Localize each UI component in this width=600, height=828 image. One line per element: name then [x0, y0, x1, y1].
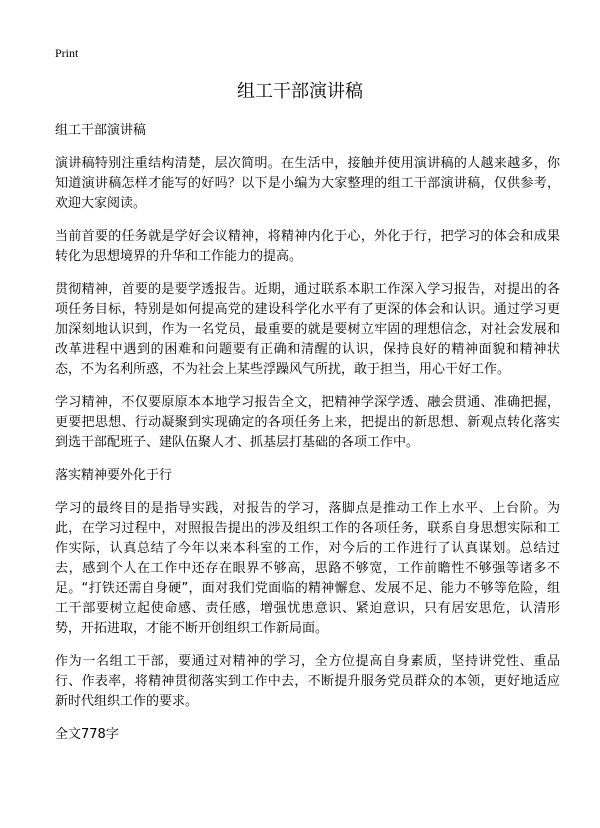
- document-body: [55, 121, 560, 758]
- document-title: 组工干部演讲稿: [237, 81, 363, 102]
- subtitle-heading: 组工干部演讲稿: [55, 123, 147, 138]
- body-paragraph: 贯彻精神，首要的是要学透报告。近期，通过联系本职工作深入学习报告，对提出的各项任务目标，特别是如何提高党的建设科学化水平有了更深的体会和认识。通过学习更加深刻地认识到，作为一名党员，最重要的就是要树立牢固的理想信念，对社会发展和改革进程中遇到的困难和问题要有正确和清醒的认识，保持良好的精神面貌和精神状态，不为名利所惑，不为社会上某些浮躁风气所扰，敢于担当，用心干好工作。: [55, 282, 560, 377]
- body-paragraph: 学习精神，不仅要原原本本地学习报告全文，把精神学深学透、融会贯通、准确把握，更要把思想、行动凝聚到实现确定的各项任务上来，把提出的新思想、新观点转化落实到选干部配班子、建队伍聚人才、抓基层打基础的各项工作中。: [55, 395, 560, 450]
- body-paragraph: 当前首要的任务就是学好会议精神，将精神内化于心，外化于行，把学习的体会和成果转化为思想境界的升华和工作能力的提高。: [55, 229, 560, 264]
- section-heading: 落实精神要外化于行: [55, 468, 173, 483]
- word-count: 全文778字: [55, 727, 119, 742]
- body-paragraph: 作为一名组工干部，要通过对精神的学习，全方位提高自身素质，坚持讲党性、重品行、作表率，将精神贯彻落实到工作中去，不断提升服务党员群众的本领，更好地适应新时代组织工作的要求。: [55, 654, 560, 709]
- print-link[interactable]: Print: [55, 46, 79, 60]
- body-paragraph: 学习的最终目的是指导实践，对报告的学习，落脚点是推动工作上水平、上台阶。为此，在学习过程中，对照报告提出的涉及组织工作的各项任务，联系自身思想实际和工作实际，认真总结了今年以来本科室的工作，对今后的工作进行了认真谋划。总结过去，感到个人在工作中还存在眼界不够高，思路不够宽，工作前瞻性不够强等诸多不足。“打铁还需自身硬”，面对我们党面临的精神懈怠、发展不足、能力不够等危险，组工干部要树立起使命感、责任感，增强忧患意识、紧迫意识，只有居安思危，认清形势，开拓进取，才能不断开创组织工作新局面。: [55, 501, 560, 636]
- intro-paragraph: 演讲稿特别注重结构清楚，层次简明。在生活中，接触并使用演讲稿的人越来越多，你知道演讲稿怎样才能写的好吗？以下是小编为大家整理的组工干部演讲稿，仅供参考，欢迎大家阅读。: [55, 156, 560, 211]
